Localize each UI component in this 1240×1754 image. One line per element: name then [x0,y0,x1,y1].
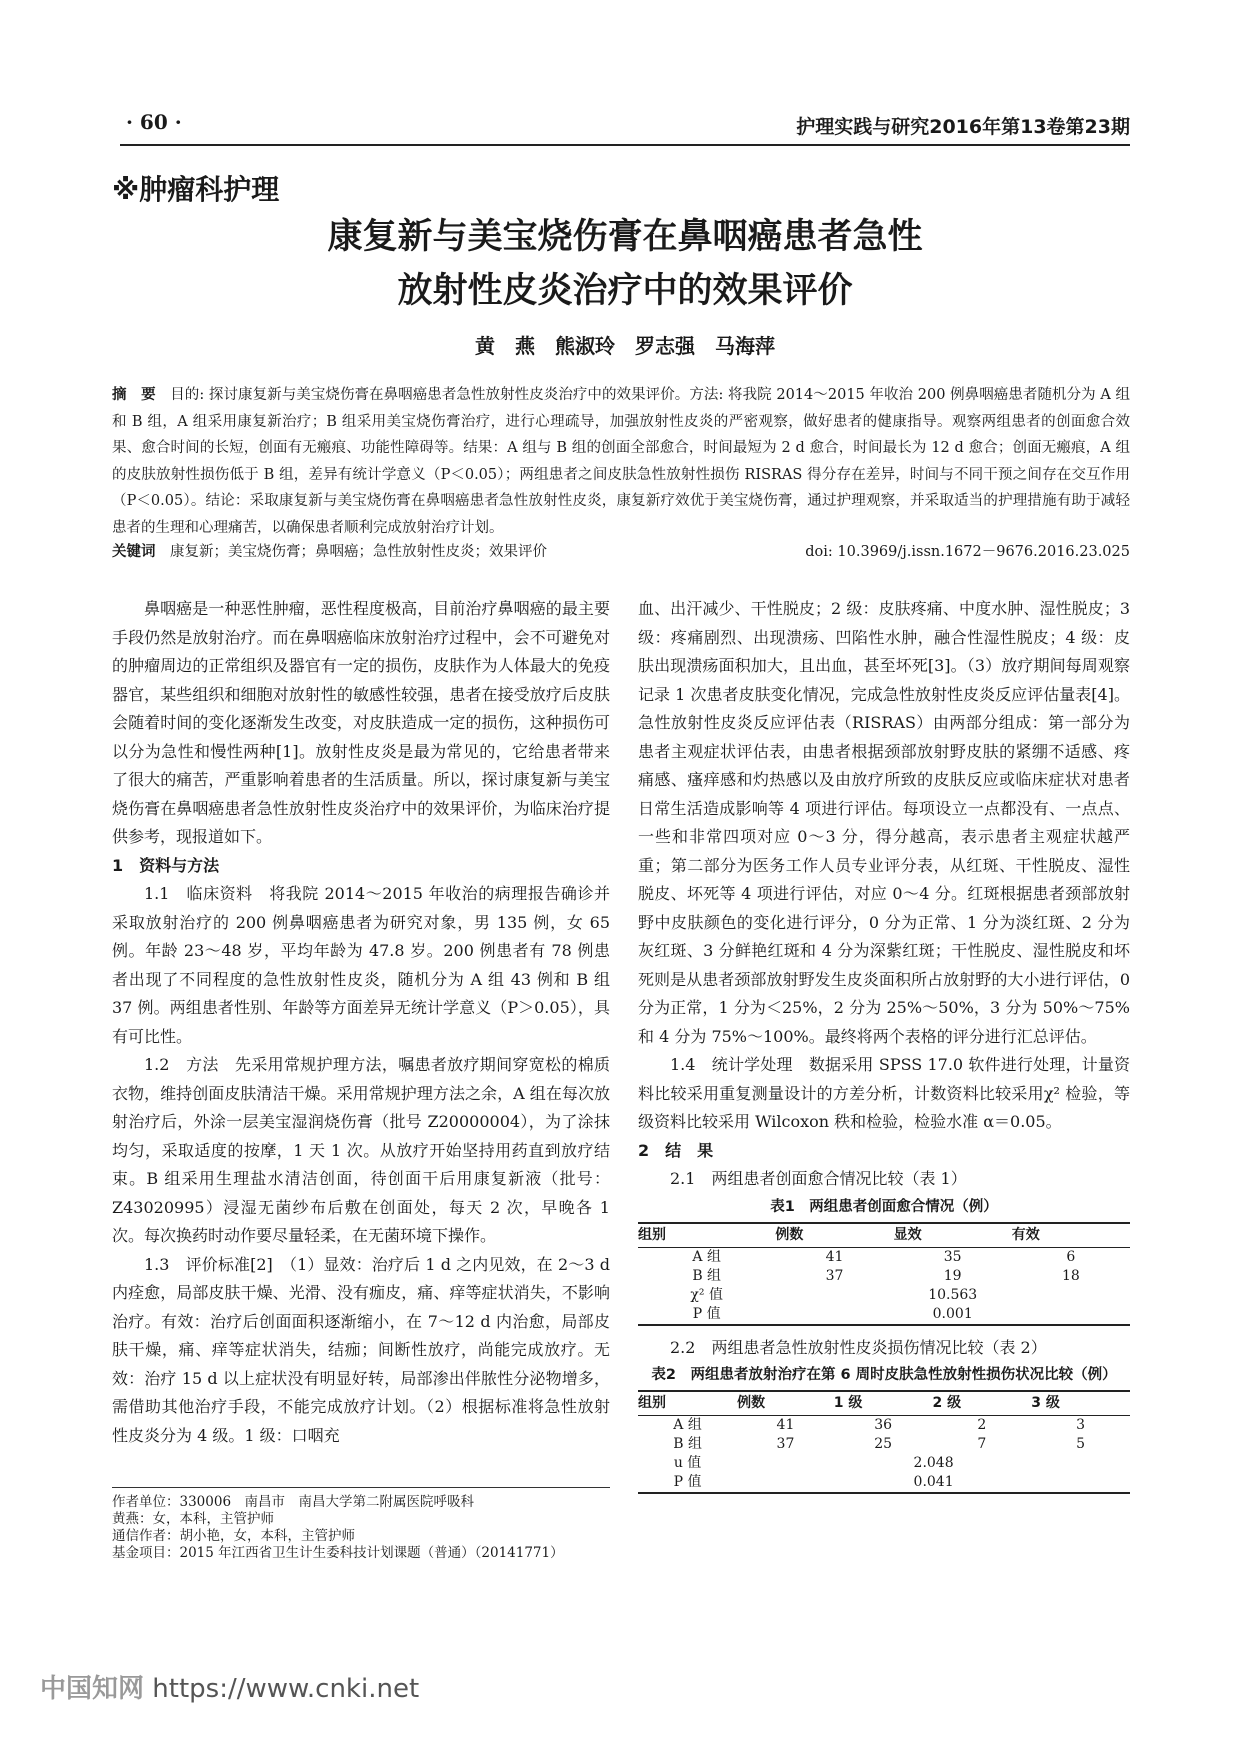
table1 [638,1222,1130,1326]
table-cell: B 组 [673,1436,702,1452]
heading-methods: 1 资料与方法 [112,855,220,875]
affiliation-line-4: 基金项目：2015 年江西省卫生计生委科技计划课题（普通）（20141771） [112,1545,564,1561]
table-cell: 2 [977,1417,987,1433]
abstract [112,382,1130,541]
results-subheading-1: 2.1 两组患者创面愈合情况比较（表 1） [670,1169,967,1188]
intro-paragraph: 鼻咽癌是一种恶性肿瘤，恶性程度极高，目前治疗鼻咽癌的最主要手段仍然是放射治疗。而在鼻咽癌临床放射治疗过程中，会不可避免对的肿瘤周边的正常组织及器官有一定的损伤，皮肤作为人体最大的免疫器官，某些组织和细胞对放射性的敏感性较强，患者在接受放疗后皮肤会随着时间的变化逐渐发生改变，对皮肤造成一定的损伤，这种损伤可以分为急性和慢性两种[1]。放射性皮炎是最为常见的，它给患者带来了很大的痛苦，严重影响着患者的生活质量。所以，探讨康复新与美宝烧伤膏在鼻咽癌患者急性放射性皮炎治疗中的效果评价，为临床治疗提供参考，现报道如下。 [112,599,610,846]
doi: doi: 10.3969/j.issn.1672－9676.2016.23.025 [805,544,1130,560]
page-number: · 60 · [126,110,182,134]
table-cell: 18 [1061,1267,1080,1284]
table-row [638,1435,1130,1454]
author-affiliation [112,1487,610,1562]
table-cell: 25 [874,1436,893,1452]
footer-watermark [40,1668,419,1705]
table-cell: 19 [943,1267,962,1284]
table-cell: P 值 [638,1305,775,1325]
table-cell: 7 [977,1436,987,1452]
table2-header: 例数 [737,1391,834,1416]
table-row [638,1286,1130,1305]
journal-name: 护理实践与研究2016年第13卷第23期 [796,116,1130,138]
table-cell: 2.048 [913,1455,954,1471]
table-cell: 37 [825,1267,844,1284]
abstract-label: 摘 要 [112,387,156,403]
table1-header: 例数 [775,1223,893,1248]
table-cell: 3 [1076,1417,1086,1433]
table-row [638,1454,1130,1473]
table1-header: 有效 [1012,1223,1130,1248]
results-subheading-2: 2.2 两组患者急性放射性皮炎损伤情况比较（表 2） [670,1337,1047,1357]
table1-header: 显效 [894,1223,1012,1248]
table2-header: 组别 [638,1391,737,1416]
criteria-paragraph: 1.3 评价标准[2] （1）显效：治疗后 1 d 之内见效，在 2～3 d 内痊愈，局部皮肤干燥、光滑、没有痂皮，痛、痒等症状消失，不影响治疗。有效：治疗后创面面积逐渐缩小，在 7～12 d 内治愈，局部皮肤干燥，痛、痒等症状消失，结痂；间断性放疗，尚能完成放疗。无效：治疗 15 d 以上症状没有明显好转，局部渗出伴脓性分泌物增多，需借助其他治疗手段，不能完成放疗计划。（2）根据标准将急性放射性皮炎分为 4 级。1 级：口咽充 [112,1254,610,1445]
method-paragraph: 1.2 方法 先采用常规护理方法，嘱患者放疗期间穿宽松的棉质衣物，维持创面皮肤清洁干燥。采用常规护理方法之余，A 组在每次放射治疗后，外涂一层美宝湿润烧伤膏（批号 Z20000004），为了涂抹均匀，采取适度的按摩，1 天 1 次。从放疗开始坚持用药直到放疗结束。B 组采用生理盐水清洁创面，待创面干后用康复新液（批号：Z43020995）浸湿无菌纱布后敷在创面处，每天 2 次，早晚各 1 次。每次换药时动作要尽量轻柔，在无菌环境下操作。 [112,1055,610,1245]
affiliation-line-3: 通信作者：胡小艳，女，本科，主管护师 [112,1528,355,1544]
section-label: ※肿瘤科护理 [112,173,280,206]
table2-caption: 表2 两组患者放射治疗在第 6 周时皮肤急性放射性损伤状况比较（例） [651,1367,1117,1383]
cnki-url[interactable]: https://www.cnki.net [152,1674,420,1704]
table-cell: 0.001 [775,1305,1130,1325]
table-cell: 41 [776,1417,795,1433]
table-cell: A 组 [673,1417,702,1433]
article-title [120,210,1130,318]
table-row [638,1416,1130,1436]
table-row [638,1473,1130,1493]
cnki-logo: 中国知网 [40,1674,145,1704]
keywords-text: 康复新；美宝烧伤膏；鼻咽癌；急性放射性皮炎；效果评价 [170,544,547,560]
table-cell: 10.563 [928,1286,978,1303]
table-row [638,1247,1130,1267]
clinical-data-paragraph: 1.1 临床资料 将我院 2014～2015 年收治的病理报告确诊并采取放射治疗的 200 例鼻咽癌患者为研究对象，男 135 例，女 65 例。年龄 23～48 岁，平均年龄为 47.8 岁。200 例患者有 78 例患者出现了不同程度的急性放射性皮炎，随机分为 A 组 43 例和 B 组 37 例。两组患者性别、年龄等方面差异无统计学意义（P＞0.05），具有可比性。 [112,884,610,1046]
keywords-label: 关键词 [112,543,156,560]
authors: 黄 燕 熊淑玲 罗志强 马海萍 [475,334,775,358]
table-cell: A 组 [692,1248,721,1265]
page-header [120,110,1130,146]
title-line-2: 放射性皮炎治疗中的效果评价 [397,271,853,311]
heading-results: 2 结 果 [638,1140,714,1160]
table-cell: u 值 [673,1455,702,1471]
table-cell: 35 [943,1248,962,1265]
table1-caption: 表1 两组患者创面愈合情况（例） [770,1198,998,1215]
table2-header: 1 级 [834,1391,933,1416]
table-cell: P 值 [638,1473,737,1493]
abstract-text: 目的: 探讨康复新与美宝烧伤膏在鼻咽癌患者急性放射性皮炎治疗中的效果评价。方法: 将我院 2014～2015 年收治 200 例鼻咽癌患者随机分为 A 组和 B 组，A 组采用康复新治疗；B 组采用美宝烧伤膏治疗，进行心理疏导，加强放射性皮炎的严密观察，做好患者的健康指导。观察两组患者的创面愈合效果、愈合时间的长短，创面有无瘢痕、功能性障碍等。结果：A 组与 B 组的创面全部愈合，时间最短为 2 d 愈合，时间最长为 12 d 愈合；创面无瘢痕，A 组的皮肤放射性损伤低于 B 组，差异有统计学意义（P＜0.05）；两组患者之间皮肤急性放射性损伤 RISRAS 得分存在差异，时间与不同干预之间存在交互作用（P＜0.05）。结论：采取康复新与美宝烧伤膏在鼻咽癌患者急性放射性皮炎，康复新疗效优于美宝烧伤膏，通过护理观察，并采取适当的护理措施有助于减轻患者的生理和心理痛苦，以确保患者顺利完成放射治疗计划。 [112,387,1131,536]
statistics-paragraph: 1.4 统计学处理 数据采用 SPSS 17.0 软件进行处理，计量资料比较采用重复测量设计的方差分析，计数资料比较采用χ² 检验，等级资料比较采用 Wilcoxon 秩和检验，检验水准 α＝0.05。 [638,1055,1130,1131]
title-line-1: 康复新与美宝烧伤膏在鼻咽癌患者急性 [327,217,923,257]
body-left-column [112,595,610,1450]
body-right-column [638,595,1130,1502]
table-cell: 5 [1076,1436,1086,1452]
table-cell: 36 [874,1417,893,1433]
affiliation-line-2: 黄燕：女，本科，主管护师 [112,1511,274,1527]
table-cell: B 组 [692,1267,722,1284]
table2 [638,1390,1130,1494]
table-cell: 6 [1066,1248,1076,1265]
table-cell: 41 [825,1248,844,1265]
table-cell: χ² 值 [690,1286,723,1303]
table2-header: 2 级 [932,1391,1031,1416]
table1-header: 组别 [638,1223,775,1248]
affiliation-line-1: 作者单位：330006 南昌市 南昌大学第二附属医院呼吸科 [112,1494,475,1510]
table2-header: 3 级 [1031,1391,1130,1416]
grading-paragraph: 血、出汗减少、干性脱皮；2 级：皮肤疼痛、中度水肿、湿性脱皮；3 级：疼痛剧烈、出现溃疡、凹陷性水肿，融合性湿性脱皮；4 级：皮肤出现溃疡面积加大，且出血，甚至坏死[3]。（3）放疗期间每周观察记录 1 次患者皮肤变化情况，完成急性放射性皮炎反应评估量表[4]。急性放射性皮炎反应评估表（RISRAS）由两部分组成：第一部分为患者主观症状评估表，由患者根据颈部放射野皮肤的紧绷不适感、疼痛感、瘙痒感和灼热感以及由放疗所致的皮肤反应或临床症状对患者日常生活造成影响等 4 项进行评估。每项设立一点都没有、一点点、一些和非常四项对应 0～3 分，得分越高，表示患者主观症状越严重；第二部分为医务工作人员专业评分表，从红斑、干性脱皮、湿性脱皮、坏死等 4 项进行评估，对应 0～4 分。红斑根据患者颈部放射野中皮肤颜色的变化进行评分，0 分为正常、1 分为淡红斑、2 分为灰红斑、3 分鲜艳红斑和 4 分为深紫红斑；干性脱皮、湿性脱皮和坏死则是从患者颈部放射野发生皮炎面积所占放射野的大小进行评估，0 分为正常，1 分为＜25%，2 分为 25%～50%，3 分为 50%～75% 和 4 分为 75%～100%。最终将两个表格的评分进行汇总评估。 [638,599,1130,1046]
keywords [112,540,1130,564]
table-cell: 37 [776,1436,795,1452]
table-row [638,1267,1130,1286]
table-cell: 0.041 [737,1473,1130,1493]
table-row [638,1305,1130,1325]
